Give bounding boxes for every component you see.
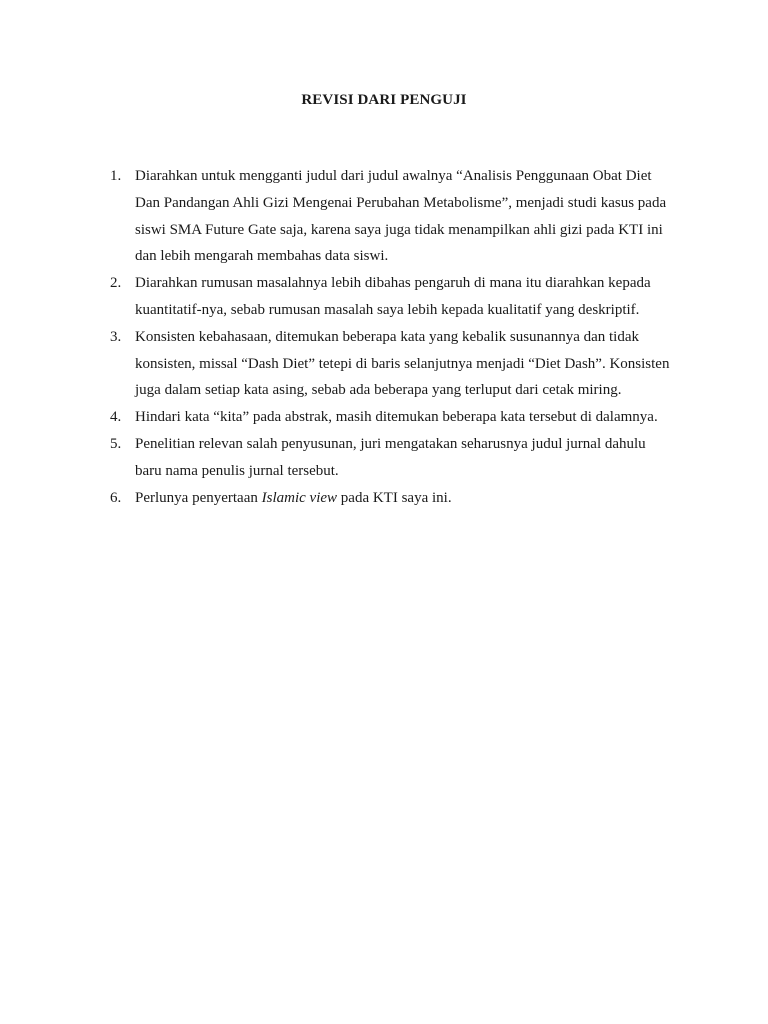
list-item [110,324,670,404]
list-item-text-before: Perlunya penyertaan [135,489,262,506]
list-item-number: 5. [110,435,122,452]
list-item-text: Penelitian relevan salah penyusunan, juri mengatakan seharusnya judul jurnal dahulu baru nama penulis jurnal tersebut. [135,435,646,479]
list-item-number: 6. [110,489,122,506]
list-item-text-italic: Islamic view [261,489,338,506]
list-item [110,270,670,324]
revision-list [110,163,670,511]
list-item-text: Konsisten kebahasaan, ditemukan beberapa kata yang kebalik susunannya dan tidak konsisten, missal “Dash Diet” tetepi di baris selanjutnya menjadi “Diet Dash”. Konsisten juga dalam setiap kata asing, sebab ada beberapa yang terluput dari cetak miring. [135,328,670,399]
list-item-text: Diarahkan rumusan masalahnya lebih dibahas pengaruh di mana itu diarahkan kepada kuantitatif-nya, sebab rumusan masalah saya lebih kepada kualitatif yang deskriptif. [135,275,651,318]
list-item-number: 2. [110,275,122,292]
list-item [110,404,670,431]
list-item-number: 4. [110,409,122,426]
list-item-text: Diarahkan untuk mengganti judul dari judul awalnya “Analisis Penggunaan Obat Diet Dan Pandangan Ahli Gizi Mengenai Perubahan Metabolisme”, menjadi studi kasus pada siswi SMA Future Gate saja, karena saya juga tidak menampilkan ahli gizi pada KTI ini dan lebih mengarah membahas data siswi. [135,168,667,265]
list-item [110,163,670,270]
list-item [110,485,670,512]
list-item-text-after: pada KTI saya ini. [337,489,452,506]
list-item [110,431,670,485]
list-item-text: Hindari kata “kita” pada abstrak, masih ditemukan beberapa kata tersebut di dalamnya. [135,409,658,426]
list-item-text [135,490,452,506]
document-title: REVISI DARI PENGUJI [301,92,467,108]
list-item-number: 1. [110,168,122,184]
list-item-number: 3. [110,328,122,345]
